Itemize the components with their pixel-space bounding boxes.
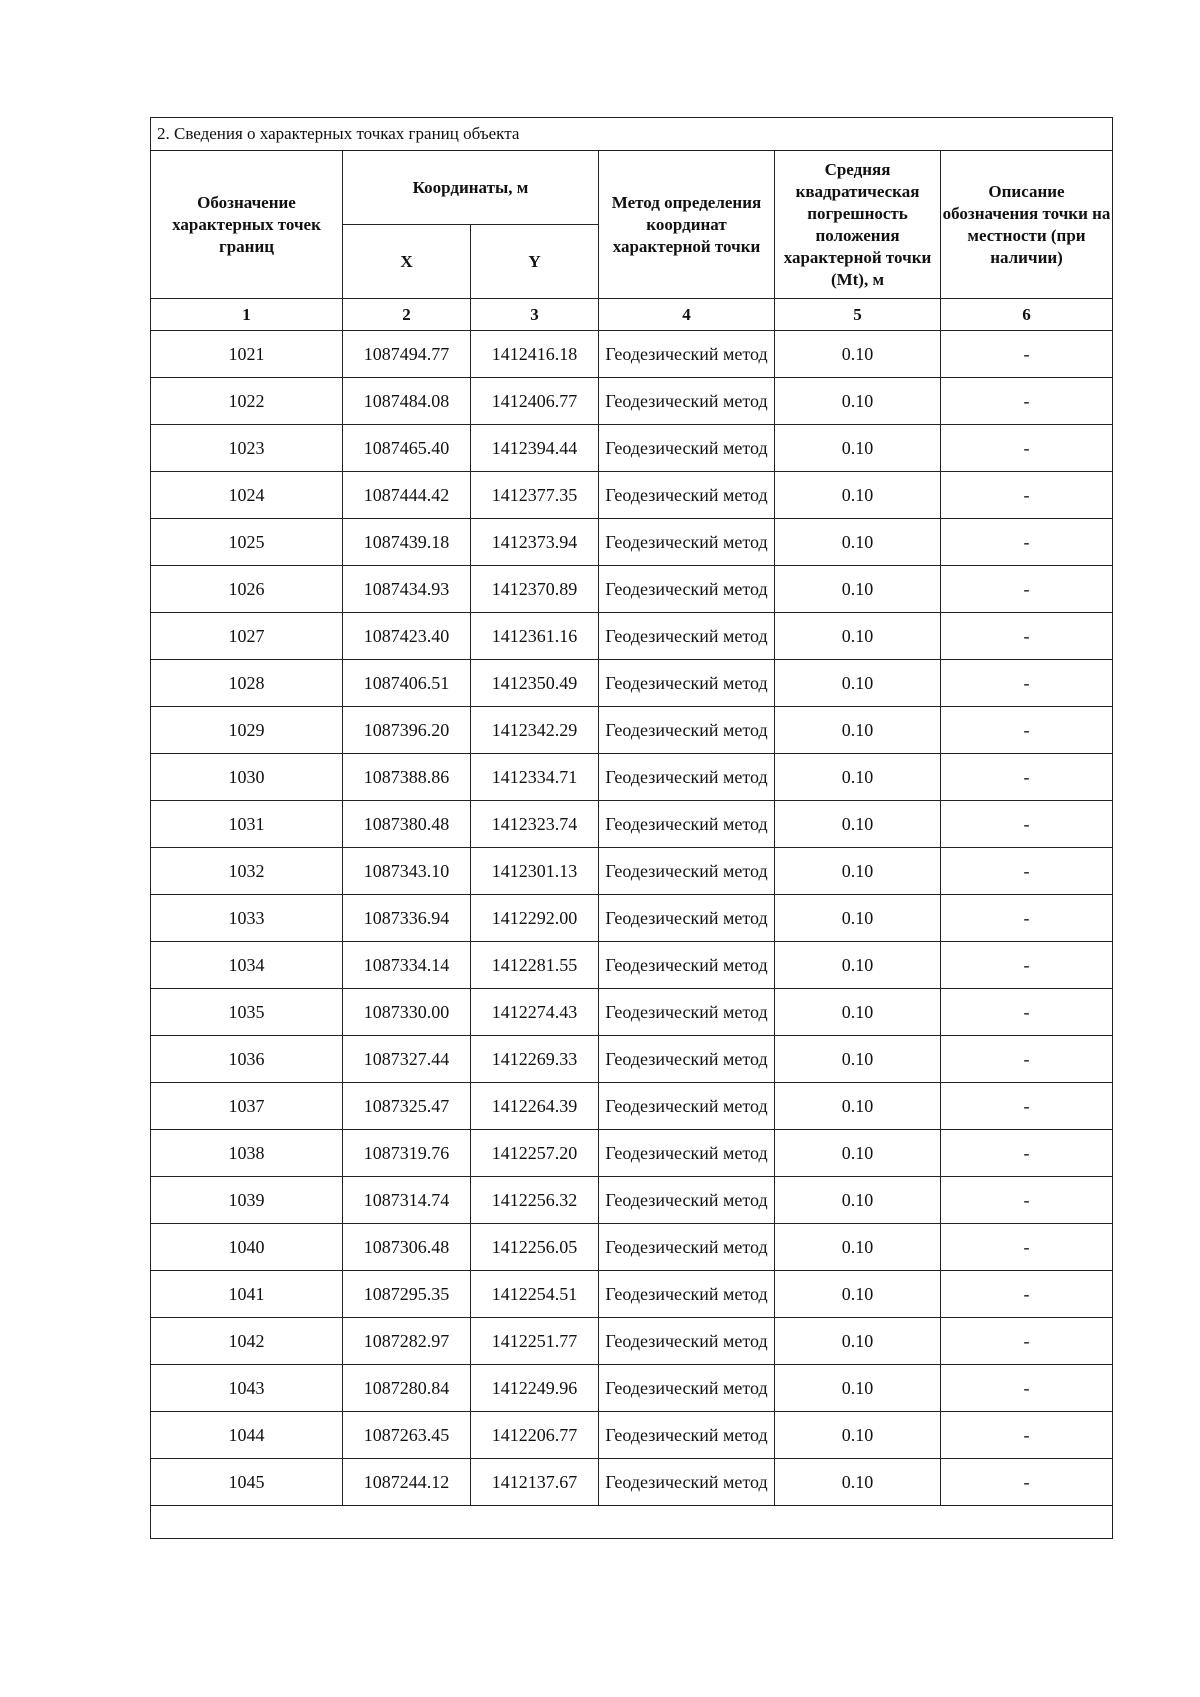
y-coordinate-cell: 1412394.44 <box>471 425 599 472</box>
description-cell: - <box>941 707 1113 754</box>
error-cell: 0.10 <box>775 1365 941 1412</box>
point-id-cell: 1034 <box>151 942 343 989</box>
point-id-cell: 1028 <box>151 660 343 707</box>
x-coordinate-cell: 1087396.20 <box>343 707 471 754</box>
method-cell: Геодезический метод <box>599 942 775 989</box>
error-cell: 0.10 <box>775 1459 941 1506</box>
x-coordinate-cell: 1087423.40 <box>343 613 471 660</box>
description-cell: - <box>941 331 1113 378</box>
y-coordinate-cell: 1412301.13 <box>471 848 599 895</box>
y-coordinate-cell: 1412249.96 <box>471 1365 599 1412</box>
error-cell: 0.10 <box>775 1083 941 1130</box>
point-id-cell: 1040 <box>151 1224 343 1271</box>
x-coordinate-cell: 1087263.45 <box>343 1412 471 1459</box>
table-row <box>151 1224 1113 1271</box>
description-cell: - <box>941 660 1113 707</box>
header-x: X <box>343 225 471 299</box>
description-cell: - <box>941 1177 1113 1224</box>
point-id-cell: 1026 <box>151 566 343 613</box>
table-row <box>151 989 1113 1036</box>
point-id-cell: 1039 <box>151 1177 343 1224</box>
table-row <box>151 660 1113 707</box>
x-coordinate-cell: 1087380.48 <box>343 801 471 848</box>
x-coordinate-cell: 1087330.00 <box>343 989 471 1036</box>
point-id-cell: 1045 <box>151 1459 343 1506</box>
y-coordinate-cell: 1412377.35 <box>471 472 599 519</box>
point-id-cell: 1025 <box>151 519 343 566</box>
x-coordinate-cell: 1087334.14 <box>343 942 471 989</box>
error-cell: 0.10 <box>775 942 941 989</box>
description-cell: - <box>941 1130 1113 1177</box>
header-description: Описание обозначения точки на местности (при наличии) <box>941 151 1113 299</box>
description-cell: - <box>941 378 1113 425</box>
x-coordinate-cell: 1087280.84 <box>343 1365 471 1412</box>
description-cell: - <box>941 754 1113 801</box>
table-row <box>151 801 1113 848</box>
error-cell: 0.10 <box>775 331 941 378</box>
point-id-cell: 1032 <box>151 848 343 895</box>
point-id-cell: 1022 <box>151 378 343 425</box>
y-coordinate-cell: 1412256.32 <box>471 1177 599 1224</box>
table-row <box>151 754 1113 801</box>
method-cell: Геодезический метод <box>599 1036 775 1083</box>
x-coordinate-cell: 1087406.51 <box>343 660 471 707</box>
y-coordinate-cell: 1412256.05 <box>471 1224 599 1271</box>
method-cell: Геодезический метод <box>599 754 775 801</box>
table-row <box>151 519 1113 566</box>
y-coordinate-cell: 1412373.94 <box>471 519 599 566</box>
x-coordinate-cell: 1087325.47 <box>343 1083 471 1130</box>
y-coordinate-cell: 1412416.18 <box>471 331 599 378</box>
description-cell: - <box>941 1412 1113 1459</box>
table-row <box>151 848 1113 895</box>
method-cell: Геодезический метод <box>599 378 775 425</box>
description-cell: - <box>941 1083 1113 1130</box>
method-cell: Геодезический метод <box>599 1271 775 1318</box>
empty-cell <box>151 1506 1113 1539</box>
method-cell: Геодезический метод <box>599 1365 775 1412</box>
description-cell: - <box>941 1318 1113 1365</box>
y-coordinate-cell: 1412137.67 <box>471 1459 599 1506</box>
table-row <box>151 1271 1113 1318</box>
description-cell: - <box>941 519 1113 566</box>
y-coordinate-cell: 1412406.77 <box>471 378 599 425</box>
point-id-cell: 1041 <box>151 1271 343 1318</box>
y-coordinate-cell: 1412281.55 <box>471 942 599 989</box>
method-cell: Геодезический метод <box>599 331 775 378</box>
table-row <box>151 613 1113 660</box>
error-cell: 0.10 <box>775 989 941 1036</box>
point-id-cell: 1023 <box>151 425 343 472</box>
method-cell: Геодезический метод <box>599 1412 775 1459</box>
y-coordinate-cell: 1412350.49 <box>471 660 599 707</box>
method-cell: Геодезический метод <box>599 425 775 472</box>
x-coordinate-cell: 1087388.86 <box>343 754 471 801</box>
x-coordinate-cell: 1087444.42 <box>343 472 471 519</box>
description-cell: - <box>941 942 1113 989</box>
x-coordinate-cell: 1087314.74 <box>343 1177 471 1224</box>
x-coordinate-cell: 1087434.93 <box>343 566 471 613</box>
method-cell: Геодезический метод <box>599 1177 775 1224</box>
method-cell: Геодезический метод <box>599 1083 775 1130</box>
y-coordinate-cell: 1412361.16 <box>471 613 599 660</box>
y-coordinate-cell: 1412206.77 <box>471 1412 599 1459</box>
y-coordinate-cell: 1412269.33 <box>471 1036 599 1083</box>
description-cell: - <box>941 1224 1113 1271</box>
description-cell: - <box>941 613 1113 660</box>
error-cell: 0.10 <box>775 613 941 660</box>
error-cell: 0.10 <box>775 472 941 519</box>
description-cell: - <box>941 848 1113 895</box>
error-cell: 0.10 <box>775 425 941 472</box>
point-id-cell: 1044 <box>151 1412 343 1459</box>
description-cell: - <box>941 801 1113 848</box>
method-cell: Геодезический метод <box>599 801 775 848</box>
y-coordinate-cell: 1412370.89 <box>471 566 599 613</box>
column-number: 2 <box>343 299 471 331</box>
table-row <box>151 1459 1113 1506</box>
y-coordinate-cell: 1412274.43 <box>471 989 599 1036</box>
method-cell: Геодезический метод <box>599 1224 775 1271</box>
description-cell: - <box>941 425 1113 472</box>
x-coordinate-cell: 1087295.35 <box>343 1271 471 1318</box>
y-coordinate-cell: 1412342.29 <box>471 707 599 754</box>
table-row <box>151 895 1113 942</box>
column-number: 3 <box>471 299 599 331</box>
error-cell: 0.10 <box>775 1224 941 1271</box>
y-coordinate-cell: 1412334.71 <box>471 754 599 801</box>
table-row <box>151 1318 1113 1365</box>
table-row <box>151 1083 1113 1130</box>
point-id-cell: 1036 <box>151 1036 343 1083</box>
method-cell: Геодезический метод <box>599 1459 775 1506</box>
method-cell: Геодезический метод <box>599 989 775 1036</box>
error-cell: 0.10 <box>775 1412 941 1459</box>
error-cell: 0.10 <box>775 660 941 707</box>
description-cell: - <box>941 1036 1113 1083</box>
method-cell: Геодезический метод <box>599 1130 775 1177</box>
point-id-cell: 1030 <box>151 754 343 801</box>
error-cell: 0.10 <box>775 1271 941 1318</box>
point-id-cell: 1024 <box>151 472 343 519</box>
header-y: Y <box>471 225 599 299</box>
y-coordinate-cell: 1412292.00 <box>471 895 599 942</box>
table-row <box>151 472 1113 519</box>
table-row <box>151 1130 1113 1177</box>
point-id-cell: 1027 <box>151 613 343 660</box>
error-cell: 0.10 <box>775 895 941 942</box>
column-number: 1 <box>151 299 343 331</box>
boundary-points-table <box>150 117 1113 1539</box>
point-id-cell: 1035 <box>151 989 343 1036</box>
x-coordinate-cell: 1087319.76 <box>343 1130 471 1177</box>
error-cell: 0.10 <box>775 378 941 425</box>
x-coordinate-cell: 1087494.77 <box>343 331 471 378</box>
description-cell: - <box>941 1459 1113 1506</box>
table-row <box>151 566 1113 613</box>
y-coordinate-cell: 1412254.51 <box>471 1271 599 1318</box>
y-coordinate-cell: 1412257.20 <box>471 1130 599 1177</box>
error-cell: 0.10 <box>775 566 941 613</box>
x-coordinate-cell: 1087244.12 <box>343 1459 471 1506</box>
point-id-cell: 1029 <box>151 707 343 754</box>
description-cell: - <box>941 1271 1113 1318</box>
table-row <box>151 1365 1113 1412</box>
description-cell: - <box>941 566 1113 613</box>
method-cell: Геодезический метод <box>599 1318 775 1365</box>
table-row <box>151 1412 1113 1459</box>
x-coordinate-cell: 1087282.97 <box>343 1318 471 1365</box>
section-title: 2. Сведения о характерных точках границ объекта <box>151 118 1113 151</box>
point-id-cell: 1021 <box>151 331 343 378</box>
point-id-cell: 1043 <box>151 1365 343 1412</box>
method-cell: Геодезический метод <box>599 895 775 942</box>
table-row <box>151 707 1113 754</box>
column-number: 4 <box>599 299 775 331</box>
table-row <box>151 1177 1113 1224</box>
method-cell: Геодезический метод <box>599 848 775 895</box>
error-cell: 0.10 <box>775 707 941 754</box>
error-cell: 0.10 <box>775 519 941 566</box>
error-cell: 0.10 <box>775 1177 941 1224</box>
table-row <box>151 331 1113 378</box>
header-coordinates: Координаты, м <box>343 151 599 225</box>
point-id-cell: 1042 <box>151 1318 343 1365</box>
error-cell: 0.10 <box>775 1318 941 1365</box>
point-id-cell: 1038 <box>151 1130 343 1177</box>
point-id-cell: 1037 <box>151 1083 343 1130</box>
document <box>150 117 1112 1539</box>
error-cell: 0.10 <box>775 1130 941 1177</box>
description-cell: - <box>941 472 1113 519</box>
method-cell: Геодезический метод <box>599 472 775 519</box>
error-cell: 0.10 <box>775 1036 941 1083</box>
header-point-designation: Обозначение характерных точек границ <box>151 151 343 299</box>
method-cell: Геодезический метод <box>599 707 775 754</box>
error-cell: 0.10 <box>775 801 941 848</box>
header-method: Метод определения координат характерной точки <box>599 151 775 299</box>
description-cell: - <box>941 989 1113 1036</box>
table-row <box>151 425 1113 472</box>
description-cell: - <box>941 895 1113 942</box>
column-numbers-row <box>151 299 1113 331</box>
x-coordinate-cell: 1087484.08 <box>343 378 471 425</box>
x-coordinate-cell: 1087336.94 <box>343 895 471 942</box>
x-coordinate-cell: 1087343.10 <box>343 848 471 895</box>
description-cell: - <box>941 1365 1113 1412</box>
table-row <box>151 378 1113 425</box>
y-coordinate-cell: 1412251.77 <box>471 1318 599 1365</box>
error-cell: 0.10 <box>775 848 941 895</box>
y-coordinate-cell: 1412264.39 <box>471 1083 599 1130</box>
table-row <box>151 1036 1113 1083</box>
header-error: Средняя квадратическая погрешность положения характерной точки (Mt), м <box>775 151 941 299</box>
column-number: 6 <box>941 299 1113 331</box>
column-number: 5 <box>775 299 941 331</box>
y-coordinate-cell: 1412323.74 <box>471 801 599 848</box>
method-cell: Геодезический метод <box>599 613 775 660</box>
method-cell: Геодезический метод <box>599 566 775 613</box>
method-cell: Геодезический метод <box>599 519 775 566</box>
point-id-cell: 1033 <box>151 895 343 942</box>
x-coordinate-cell: 1087327.44 <box>343 1036 471 1083</box>
table-row <box>151 942 1113 989</box>
x-coordinate-cell: 1087439.18 <box>343 519 471 566</box>
x-coordinate-cell: 1087465.40 <box>343 425 471 472</box>
x-coordinate-cell: 1087306.48 <box>343 1224 471 1271</box>
point-id-cell: 1031 <box>151 801 343 848</box>
empty-footer-row <box>151 1506 1113 1539</box>
error-cell: 0.10 <box>775 754 941 801</box>
method-cell: Геодезический метод <box>599 660 775 707</box>
